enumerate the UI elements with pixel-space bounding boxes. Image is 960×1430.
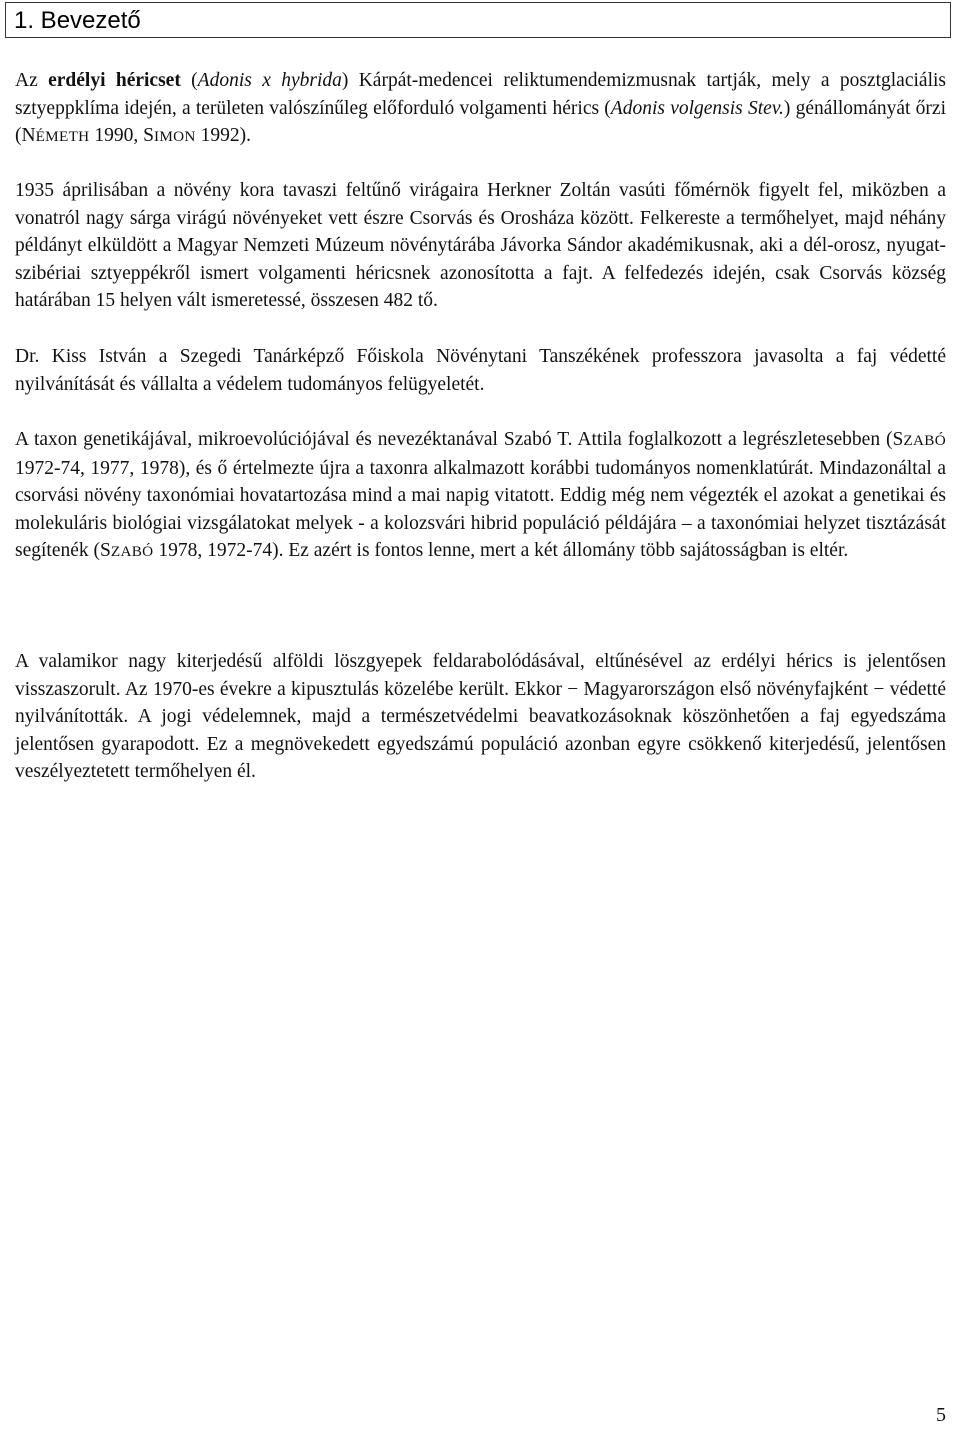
text-run: ) Kárpát-medencei reliktumendemizmusnak tartják, mely a posztglaciális sztyeppklíma idején, a területen valószínűleg előforduló volgamenti hérics ( <box>15 70 946 119</box>
author-small-caps: ZABÓ <box>110 543 154 561</box>
page-number: 5 <box>936 1404 946 1426</box>
paragraph-decline: A valamikor nagy kiterjedésű alföldi löszgyepek feldarabolódásával, eltűnésével az erdélyi hérics is jelentősen visszaszorult. Az 1970-es évekre a kipusztulás közelébe került. Ekkor − Magyarországon első növényfajként − védetté nyilvánították. A jogi védelemnek, majd a természetvédelmi beavatkozásoknak köszönhetően a faj egyedszáma jelentősen gyarapodott. Ez a megnövekedett egyedszámú populáció azonban egyre csökkenő kiterjedésű, jelentősen veszélyeztetett termőhelyen él. <box>15 651 946 783</box>
paragraph-taxonomy <box>15 426 946 566</box>
paragraph-intro <box>15 67 946 151</box>
text-run: 1992). <box>195 125 251 147</box>
text-run: ( <box>180 70 198 91</box>
paragraph-discovery: 1935 áprilisában a növény kora tavaszi feltűnő virágaira Herkner Zoltán vasúti főmérnök figyelt fel, miközben a vonatról nagy sárga virágú növényeket vett észre Csorvás és Orosháza között. Felkereste a termőhelyet, majd néhány példányt elküldött a Magyar Nemzeti Múzeum növénytárába Jávorka Sándor akadémikusnak, aki a dél-orosz, nyugat-szibériai sztyeppékről ismert volgamenti héricsnek azonosította a fajt. A felfedezés idején, csak Csorvás község határában 15 helyen vált ismeretessé, összesen 482 tő. <box>15 180 946 312</box>
author-small-caps: IMON <box>153 128 196 146</box>
author-small-caps: ÉMETH <box>35 128 90 146</box>
text-run: 1972-74, 1977, 1978), és ő értelmezte újra a taxonra alkalmazott korábbi tudományos nomenklatúrát. Mindazonáltal a csorvási növény taxonómiai hovatartozása mind a mai napig vitatott. Eddig még nem végezték el azokat a genetikai és molekuláris biológiai vizsgálatokat melyek - a kolozsvári hibrid populáció példájára – a taxonómiai helyzet tisztázását segítenék (S <box>15 457 946 562</box>
text-run: 1990, S <box>89 125 154 147</box>
species-name-italic: Adonis volgensis Stev. <box>610 97 784 119</box>
bold-term: erdélyi héricset <box>48 70 181 91</box>
section-heading: 1. Bevezető <box>14 7 141 34</box>
text-run: 1978, 1972-74). Ez azért is fontos lenne, mert a két állomány több sajátosságban is eltér. <box>153 540 849 562</box>
section-heading-box <box>5 2 951 38</box>
species-name-italic: Adonis x hybrida <box>197 70 342 91</box>
text-run: ) génállományát őrzi (N <box>15 97 946 147</box>
paragraph-protection: Dr. Kiss István a Szegedi Tanárképző Főiskola Növénytani Tanszékének professzora javasolta a faj védetté nyilvánítását és vállalta a védelem tudományos felügyeletét. <box>15 346 946 395</box>
author-small-caps: ZABÓ <box>903 432 946 449</box>
text-run: A taxon genetikájával, mikroevolúciójával és nevezéktanával Szabó T. Attila foglalkozott a legrészletesebben (S <box>15 429 904 450</box>
text-run: Az <box>15 70 49 91</box>
